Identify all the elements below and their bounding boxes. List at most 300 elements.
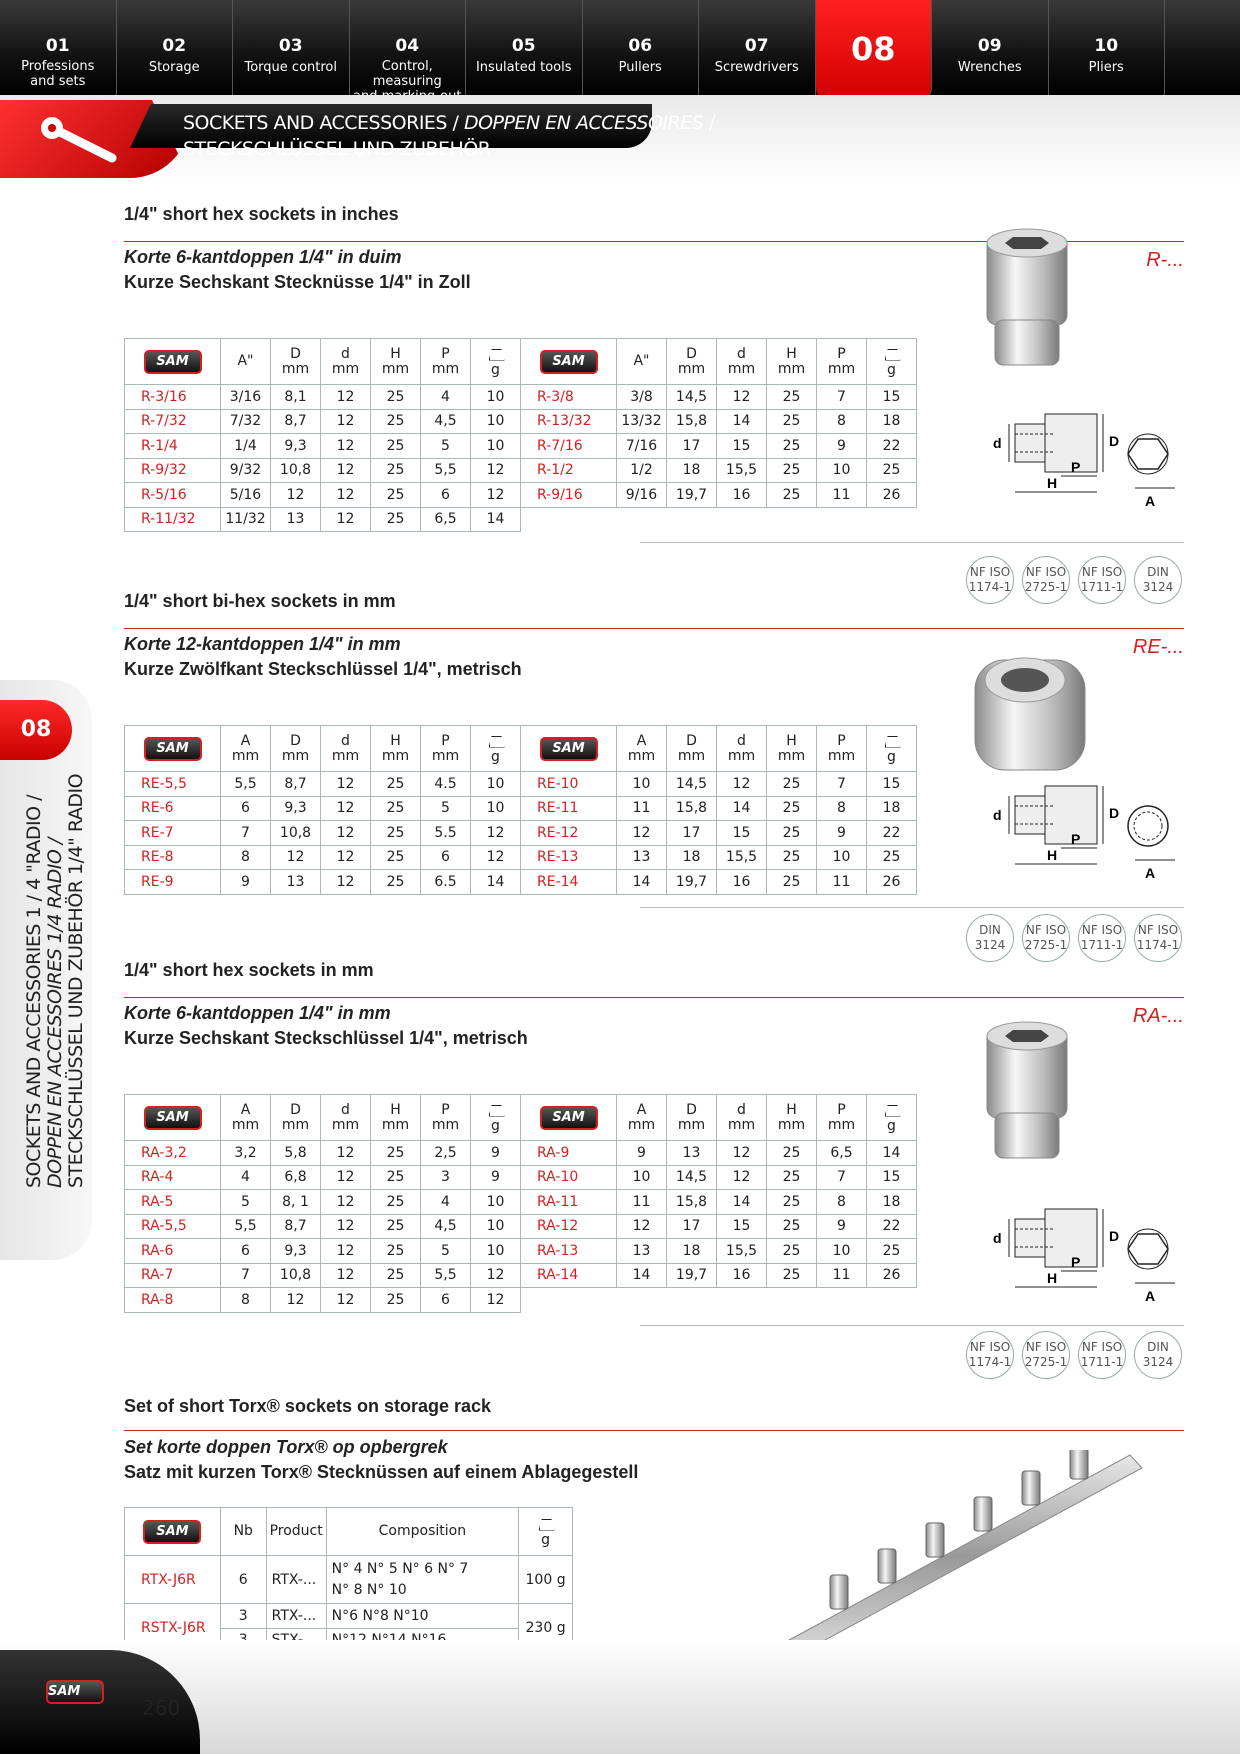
table-cell: 12 [617, 821, 667, 846]
table-row [125, 507, 521, 532]
cell-weight: 100 g [519, 1556, 573, 1604]
nav-item-09[interactable] [932, 0, 1049, 95]
norm-number: 2725-1 [1024, 938, 1068, 952]
table-cell: 12 [321, 772, 371, 797]
nav-label: Pullers [618, 60, 662, 75]
column-header: A mm [221, 1095, 271, 1141]
table-cell: 6,5 [421, 507, 471, 532]
dimension-label-P: P [1071, 831, 1081, 847]
table-cell: 25 [371, 870, 421, 895]
table-row [125, 772, 521, 797]
product-code: R-1/4 [125, 434, 221, 459]
table-row [521, 434, 917, 459]
table-cell: 10 [471, 772, 521, 797]
norm-badge [966, 914, 1014, 962]
table-cell: 16 [717, 870, 767, 895]
table-cell: 12 [321, 1190, 371, 1215]
norm-badge [1134, 914, 1182, 962]
table-row [521, 1263, 917, 1288]
table-cell: 19,7 [667, 1263, 717, 1288]
column-header: H mm [371, 726, 421, 772]
table-cell: 12 [321, 1263, 371, 1288]
table-cell: 9 [817, 821, 867, 846]
table-cell: 8 [817, 796, 867, 821]
table-cell: 14,5 [667, 1165, 717, 1190]
table-cell: 12 [321, 1288, 371, 1313]
table-row [125, 1214, 521, 1239]
column-header: D mm [271, 339, 321, 385]
table-cell: 12 [321, 483, 371, 508]
table-cell: 25 [767, 434, 817, 459]
sam-logo: SAM [144, 350, 202, 374]
weight-icon [487, 733, 505, 746]
table-cell: 3 [421, 1165, 471, 1190]
column-header-label: g [491, 748, 500, 765]
section-title-en: 1/4" short hex sockets in inches [124, 204, 399, 224]
spec-table-left [124, 338, 521, 532]
dimension-label-d: d [993, 435, 1002, 451]
column-header: A" [221, 339, 271, 385]
table-row [125, 409, 521, 434]
product-code: R-9/32 [125, 458, 221, 483]
table-cell: 4,5 [421, 1214, 471, 1239]
section-title-de: Kurze Zwölfkant Steckschlüssel 1/4", metrisch [124, 659, 522, 679]
table-cell: 15 [717, 1214, 767, 1239]
norm-label: NF ISO [969, 1340, 1011, 1354]
spec-table-right [520, 725, 917, 895]
product-code: RE-7 [125, 821, 221, 846]
table-row [125, 385, 521, 410]
spec-table-right [520, 1094, 917, 1288]
column-header-label: g [887, 361, 896, 378]
table-cell: 15,8 [667, 409, 717, 434]
nav-number: 10 [1094, 36, 1119, 56]
norm-badge [1022, 914, 1070, 962]
table-cell: 22 [867, 434, 917, 459]
product-code: RE-9 [125, 870, 221, 895]
nav-number: 02 [162, 36, 187, 56]
table-cell: 7 [221, 821, 271, 846]
table-cell: 12 [717, 1141, 767, 1166]
table-cell: 12 [271, 845, 321, 870]
product-code: R-9/16 [521, 483, 617, 508]
norm-badge [1078, 914, 1126, 962]
socket-wrench-icon [34, 112, 124, 172]
dimension-label-H: H [1047, 1270, 1058, 1286]
socket-photo [965, 640, 1095, 800]
column-header: A mm [221, 726, 271, 772]
table-row [521, 796, 917, 821]
table-cell: 14,5 [667, 772, 717, 797]
column-header: D mm [667, 339, 717, 385]
table-row [125, 796, 521, 821]
nav-label: Screwdrivers [714, 60, 799, 75]
table-cell: 12 [321, 870, 371, 895]
weight-icon [883, 346, 901, 359]
table-row [125, 458, 521, 483]
product-code: R-7/32 [125, 409, 221, 434]
column-header: D mm [271, 726, 321, 772]
norm-number: 1711-1 [1080, 580, 1124, 594]
table-cell: 12 [321, 409, 371, 434]
table-row [521, 1239, 917, 1264]
table-cell: 10 [817, 845, 867, 870]
header-logo [521, 726, 617, 772]
column-header: D mm [667, 1095, 717, 1141]
product-code: RA-5 [125, 1190, 221, 1215]
table-row [125, 1556, 573, 1604]
table-row [125, 821, 521, 846]
table-row [521, 1190, 917, 1215]
dimension-label-A: A [1145, 865, 1156, 881]
section-bottom-rule [640, 907, 1184, 908]
table-cell: 25 [867, 458, 917, 483]
section-bottom-rule [640, 1325, 1184, 1326]
product-code: RA-5,5 [125, 1214, 221, 1239]
table-cell: 14 [471, 507, 521, 532]
nav-number: 06 [628, 36, 653, 56]
table-cell: 8 [221, 1288, 271, 1313]
product-code: RSTX-J6R [125, 1604, 221, 1653]
table-row [521, 1165, 917, 1190]
table-cell: 9 [817, 434, 867, 459]
product-code: RA-14 [521, 1263, 617, 1288]
nav-item-01[interactable] [0, 0, 117, 95]
spec-table-right [520, 338, 917, 508]
table-cell: 17 [667, 821, 717, 846]
dimension-label-D: D [1109, 433, 1120, 449]
section-title-en: 1/4" short hex sockets in mm [124, 960, 374, 980]
side-chapter-title: SOCKETS AND ACCESSORIES 1 / 4 "RADIO / DOPPEN EN ACCESSOIRES 1/4 RADIO / STECKSCHLÜSSEL UND ZUBEHÖR 1/4" RADIO [23, 773, 87, 1188]
norm-number: 3124 [1142, 1355, 1174, 1369]
column-header: P mm [817, 1095, 867, 1141]
nav-item-05[interactable] [466, 0, 583, 95]
table-cell: 15,5 [717, 845, 767, 870]
table-cell: 6,5 [817, 1141, 867, 1166]
header-logo [125, 726, 221, 772]
table-cell: 12 [321, 821, 371, 846]
table-cell: 9 [221, 870, 271, 895]
norm-label: NF ISO [1081, 923, 1123, 937]
table-cell: 8,1 [271, 385, 321, 410]
sam-logo: SAM [143, 1520, 201, 1544]
nav-label: Insulated tools [475, 60, 572, 75]
table-cell: 10 [471, 385, 521, 410]
table-cell: 14 [717, 796, 767, 821]
table-row [521, 870, 917, 895]
table-cell: 18 [667, 458, 717, 483]
table-cell: 15,5 [717, 1239, 767, 1264]
table-cell: 13 [271, 870, 321, 895]
table-cell: 13/32 [617, 409, 667, 434]
column-header: d mm [717, 1095, 767, 1141]
page-title: SOCKETS AND ACCESSORIES / DOPPEN EN ACCESSOIRES / STECKSCHLÜSSEL UND ZUBEHÖR [183, 112, 715, 160]
cell-product: RTX-... [266, 1556, 326, 1604]
torx-title-nl: Set korte doppen Torx® op opbergrek [124, 1437, 448, 1457]
table-cell: 9/32 [221, 458, 271, 483]
table-cell: 15 [867, 772, 917, 797]
dimension-label-A: A [1145, 493, 1156, 509]
table-cell: 5,5 [221, 1214, 271, 1239]
product-code: RA-3,2 [125, 1141, 221, 1166]
table-cell: 5/16 [221, 483, 271, 508]
table-cell: 18 [667, 845, 717, 870]
table-cell: 12 [321, 1165, 371, 1190]
sam-logo: SAM [540, 737, 598, 761]
table-cell: 12 [717, 772, 767, 797]
table-cell: 7/16 [617, 434, 667, 459]
table-cell: 12 [471, 1288, 521, 1313]
table-cell: 7/32 [221, 409, 271, 434]
table-cell: 10 [617, 1165, 667, 1190]
table-cell: 7 [221, 1263, 271, 1288]
table-cell: 17 [667, 434, 717, 459]
torx-title-en: Set of short Torx® sockets on storage rack [124, 1396, 492, 1416]
sam-logo: SAM [540, 350, 598, 374]
table-cell: 18 [867, 409, 917, 434]
norm-number: 1711-1 [1080, 938, 1124, 952]
table-cell: 13 [617, 1239, 667, 1264]
table-cell: 6 [421, 845, 471, 870]
table-cell: 12 [321, 1214, 371, 1239]
table-cell: 15 [867, 1165, 917, 1190]
table-cell: 15 [717, 434, 767, 459]
section-divider [124, 997, 1184, 998]
table-cell: 25 [371, 1141, 421, 1166]
side-chapter-number: 08 [0, 700, 72, 760]
nav-item-06[interactable] [583, 0, 700, 95]
norm-badge [1134, 556, 1182, 604]
table-row [521, 385, 917, 410]
table-cell: 9,3 [271, 434, 321, 459]
nav-number: 04 [395, 36, 420, 56]
table-cell: 8,7 [271, 772, 321, 797]
table-cell: 12 [271, 1288, 321, 1313]
table-cell: 4.5 [421, 772, 471, 797]
product-code: RE-13 [521, 845, 617, 870]
norm-badge [1078, 1331, 1126, 1379]
table-cell: 25 [767, 1214, 817, 1239]
column-header: d mm [717, 726, 767, 772]
nav-item-07[interactable] [699, 0, 816, 95]
page-number: 260 [142, 1696, 181, 1720]
table-cell: 12 [321, 796, 371, 821]
table-cell: 11 [617, 1190, 667, 1215]
nav-item-04[interactable] [350, 0, 467, 95]
header-composition: Composition [326, 1508, 518, 1556]
table-cell: 14 [717, 409, 767, 434]
dimension-label-D: D [1109, 1228, 1120, 1244]
nav-label: Professions and sets [21, 59, 95, 89]
column-header-label: g [887, 748, 896, 765]
norm-label: NF ISO [1025, 923, 1067, 937]
table-row [125, 1141, 521, 1166]
table-cell: 4 [421, 1190, 471, 1215]
table-cell: 12 [321, 507, 371, 532]
column-header: H mm [371, 339, 421, 385]
table-cell: 5,5 [421, 458, 471, 483]
socket-dimension-diagram [985, 410, 1185, 510]
table-cell: 25 [371, 772, 421, 797]
table-cell: 25 [371, 1214, 421, 1239]
product-code: RE-12 [521, 821, 617, 846]
norm-label: NF ISO [1137, 923, 1179, 937]
nav-item-02[interactable] [117, 0, 234, 95]
product-code: R-3/16 [125, 385, 221, 410]
table-cell: 26 [867, 870, 917, 895]
product-code: RA-10 [521, 1165, 617, 1190]
table-row [125, 1263, 521, 1288]
table-cell: 19,7 [667, 483, 717, 508]
table-cell: 12 [321, 1239, 371, 1264]
norm-label: DIN [979, 923, 1001, 937]
table-row [125, 870, 521, 895]
column-header: D mm [667, 726, 717, 772]
norm-badge [1134, 1331, 1182, 1379]
norm-badge [966, 1331, 1014, 1379]
column-header: d mm [321, 726, 371, 772]
norm-number: 1174-1 [1136, 938, 1180, 952]
table-cell: 12 [471, 821, 521, 846]
table-cell: 8,7 [271, 409, 321, 434]
table-cell: 15,5 [717, 458, 767, 483]
table-cell: 1/2 [617, 458, 667, 483]
product-code: RE-10 [521, 772, 617, 797]
section-title-nl: Korte 12-kantdoppen 1/4" in mm [124, 634, 401, 654]
nav-item-10[interactable] [1049, 0, 1166, 95]
section-divider [124, 628, 1184, 629]
table-row [125, 1604, 573, 1629]
table-cell: 3,2 [221, 1141, 271, 1166]
table-cell: 18 [867, 796, 917, 821]
column-header [867, 339, 917, 385]
product-code: RA-12 [521, 1214, 617, 1239]
table-cell: 12 [471, 1263, 521, 1288]
header-weight: g [519, 1508, 573, 1556]
table-cell: 12 [321, 845, 371, 870]
dimension-label-P: P [1071, 1254, 1081, 1270]
nav-number: 05 [511, 36, 536, 56]
table-cell: 25 [371, 1288, 421, 1313]
nav-item-03[interactable] [233, 0, 350, 95]
torx-title-de: Satz mit kurzen Torx® Stecknüssen auf einem Ablagegestell [124, 1462, 639, 1482]
torx-rack-photo [770, 1450, 1150, 1660]
table-cell: 15,8 [667, 796, 717, 821]
section-title-de: Kurze Sechskant Steckschlüssel 1/4", metrisch [124, 1028, 528, 1048]
weight-icon [487, 1102, 505, 1115]
dimension-label-P: P [1071, 459, 1081, 475]
table-cell: 5 [421, 1239, 471, 1264]
table-cell: 12 [321, 434, 371, 459]
column-header [471, 1095, 521, 1141]
table-cell: 11 [817, 870, 867, 895]
cell-product: RTX-... [266, 1604, 326, 1629]
column-header: P mm [421, 1095, 471, 1141]
norm-number: 2725-1 [1024, 580, 1068, 594]
column-header-label: g [887, 1117, 896, 1134]
table-cell: 25 [767, 1141, 817, 1166]
table-cell: 5,5 [221, 772, 271, 797]
table-row [521, 772, 917, 797]
cell-nb: 6 [220, 1556, 266, 1604]
nav-number: 07 [744, 36, 769, 56]
table-cell: 17 [667, 1214, 717, 1239]
norm-number: 3124 [1142, 580, 1174, 594]
table-cell: 12 [271, 483, 321, 508]
product-code: R-7/16 [521, 434, 617, 459]
norm-number: 2725-1 [1024, 1355, 1068, 1369]
socket-photo [965, 225, 1095, 385]
product-code: RA-9 [521, 1141, 617, 1166]
table-cell: 9/16 [617, 483, 667, 508]
table-cell: 16 [717, 1263, 767, 1288]
table-cell: 25 [767, 458, 817, 483]
column-header: P mm [817, 339, 867, 385]
table-cell: 22 [867, 1214, 917, 1239]
column-header-label: g [491, 1117, 500, 1134]
table-cell: 25 [767, 385, 817, 410]
table-cell: 5,5 [421, 1263, 471, 1288]
table-cell: 13 [617, 845, 667, 870]
table-cell: 18 [867, 1190, 917, 1215]
nav-item-08[interactable] [816, 0, 933, 100]
table-cell: 11 [817, 1263, 867, 1288]
product-code: RA-8 [125, 1288, 221, 1313]
table-cell: 25 [371, 434, 421, 459]
dimension-label-d: d [993, 1230, 1002, 1246]
table-cell: 4 [221, 1165, 271, 1190]
nav-label: Storage [148, 60, 200, 75]
section-title-nl: Korte 6-kantdoppen 1/4" in duim [124, 247, 402, 267]
table-cell: 8,7 [271, 1214, 321, 1239]
column-header: A mm [617, 1095, 667, 1141]
table-row [521, 821, 917, 846]
table-cell: 25 [371, 845, 421, 870]
footer-logo [46, 1680, 104, 1704]
table-cell: 25 [371, 1263, 421, 1288]
nav-label: Control, measuring [372, 59, 442, 89]
sam-logo: SAM [144, 1106, 202, 1130]
section-bottom-rule [640, 542, 1184, 543]
column-header: d mm [717, 339, 767, 385]
table-cell: 3/16 [221, 385, 271, 410]
table-cell: 10,8 [271, 821, 321, 846]
table-cell: 15 [867, 385, 917, 410]
column-header [471, 726, 521, 772]
table-cell: 1/4 [221, 434, 271, 459]
dimension-label-H: H [1047, 475, 1058, 491]
table-cell: 10,8 [271, 1263, 321, 1288]
table-cell: 10 [471, 434, 521, 459]
column-header [867, 1095, 917, 1141]
product-code: RA-6 [125, 1239, 221, 1264]
header-product: Product [266, 1508, 326, 1556]
column-header: d mm [321, 339, 371, 385]
column-header: H mm [767, 726, 817, 772]
weight-icon [537, 1516, 555, 1529]
table-cell: 25 [371, 796, 421, 821]
nav-number: 03 [278, 36, 303, 56]
socket-photo [965, 1018, 1095, 1178]
norm-badge [966, 556, 1014, 604]
table-row [521, 845, 917, 870]
column-header: H mm [767, 1095, 817, 1141]
table-cell: 18 [667, 1239, 717, 1264]
table-cell: 25 [767, 1165, 817, 1190]
table-cell: 16 [717, 483, 767, 508]
table-cell: 8 [817, 1190, 867, 1215]
table-row [521, 458, 917, 483]
